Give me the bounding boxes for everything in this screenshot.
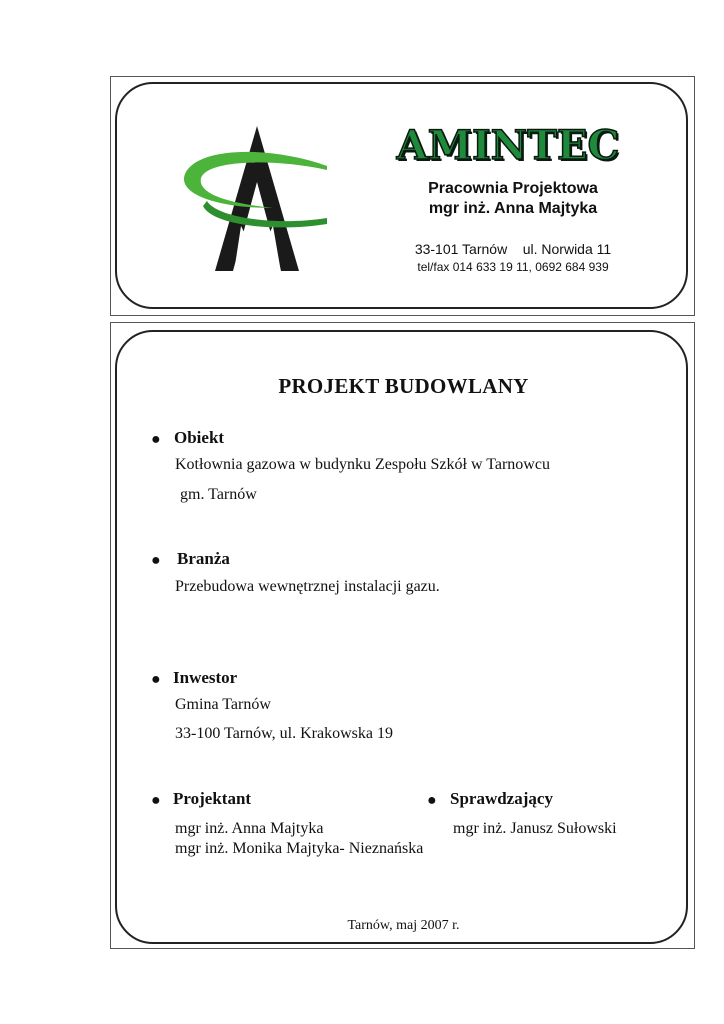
projektant-line-1: mgr inż. Anna Majtyka xyxy=(175,820,324,837)
document-title: PROJEKT BUDOWLANY xyxy=(278,374,529,398)
section-heading-inwestor: Inwestor xyxy=(173,668,238,687)
address: 33-101 Tarnów ul. Norwida 11 xyxy=(414,241,612,257)
studio-name: Pracownia Projektowa xyxy=(428,180,598,197)
phone-fax: tel/fax 014 633 19 11, 0692 684 939 xyxy=(417,260,609,274)
obiekt-line-2: gm. Tarnów xyxy=(180,486,257,503)
section-heading-sprawdzajacy: Sprawdzający xyxy=(450,789,553,808)
am-logo-icon xyxy=(177,126,337,286)
bullet-icon: ● xyxy=(151,431,161,448)
sprawdzajacy-line-1: mgr inż. Janusz Sułowski xyxy=(453,820,617,837)
branza-line-1: Przebudowa wewnętrznej instalacji gazu. xyxy=(175,578,440,595)
inwestor-line-1: Gmina Tarnów xyxy=(175,696,271,713)
bullet-icon: ● xyxy=(151,552,161,569)
header-box xyxy=(110,76,695,316)
footer-date: Tarnów, maj 2007 r. xyxy=(347,918,460,933)
section-heading-branza: Branża xyxy=(177,549,230,568)
bullet-icon: ● xyxy=(151,671,161,688)
brand-name: AMINTEC xyxy=(396,122,620,169)
header-rounded-border xyxy=(115,82,688,309)
section-heading-projektant: Projektant xyxy=(173,789,252,808)
owner-name: mgr inż. Anna Majtyka xyxy=(428,200,598,217)
bullet-icon: ● xyxy=(427,792,437,809)
main-rounded-border xyxy=(115,330,688,944)
main-box xyxy=(110,322,695,949)
section-heading-obiekt: Obiekt xyxy=(174,428,225,447)
obiekt-line-1: Kotłownia gazowa w budynku Zespołu Szkół w Tarnowcu xyxy=(175,456,550,473)
bullet-icon: ● xyxy=(151,792,161,809)
projektant-line-2: mgr inż. Monika Majtyka- Nieznańska xyxy=(175,840,424,857)
inwestor-line-2: 33-100 Tarnów, ul. Krakowska 19 xyxy=(175,725,393,742)
